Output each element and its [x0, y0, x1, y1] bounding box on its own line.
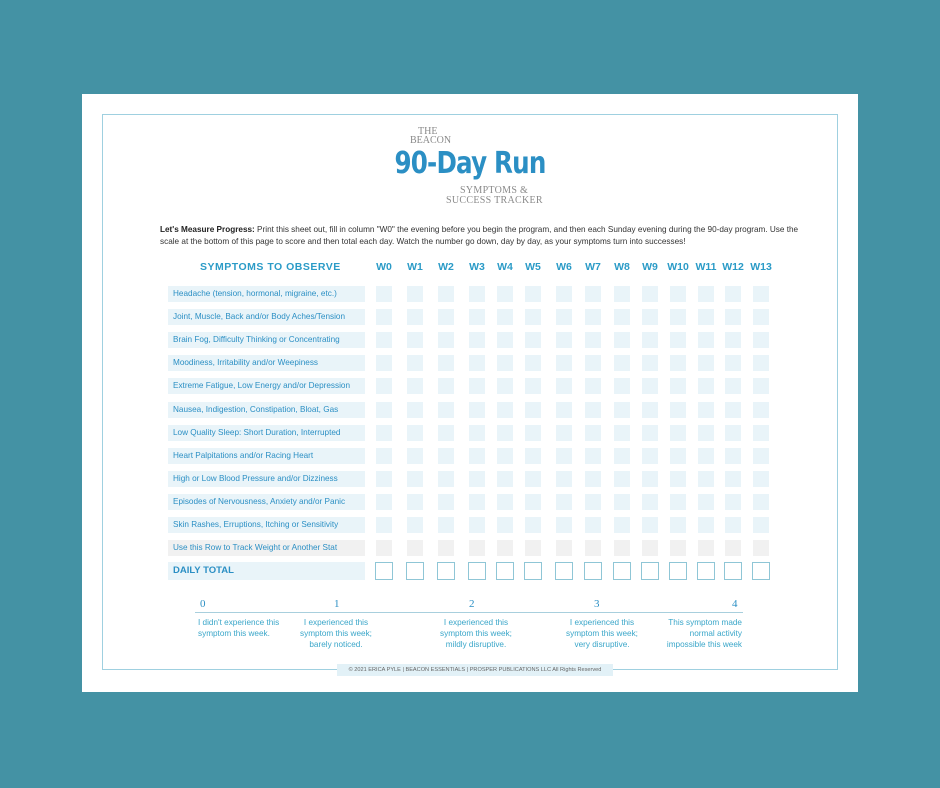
score-cell[interactable] — [585, 402, 601, 418]
symptom-label: Brain Fog, Difficulty Thinking or Concentrating — [168, 332, 365, 348]
score-cell[interactable] — [614, 309, 630, 325]
week-header-w7: W7 — [585, 261, 601, 273]
score-cell[interactable] — [753, 378, 769, 394]
score-cell[interactable] — [698, 402, 714, 418]
score-cell[interactable] — [753, 540, 769, 556]
total-cell[interactable] — [584, 562, 602, 580]
daily-total-label: DAILY TOTAL — [168, 562, 365, 580]
brand-line-2: BEACON — [410, 135, 452, 146]
score-cell[interactable] — [585, 471, 601, 487]
score-cell[interactable] — [556, 425, 572, 441]
score-cell[interactable] — [670, 286, 686, 302]
score-cell[interactable] — [698, 309, 714, 325]
score-cell[interactable] — [753, 286, 769, 302]
score-cell[interactable] — [376, 355, 392, 371]
score-cell[interactable] — [525, 309, 541, 325]
score-cell[interactable] — [642, 517, 658, 533]
score-cell[interactable] — [614, 471, 630, 487]
score-cell[interactable] — [497, 402, 513, 418]
score-cell[interactable] — [698, 425, 714, 441]
score-cell[interactable] — [670, 517, 686, 533]
score-cell[interactable] — [614, 494, 630, 510]
score-cell[interactable] — [642, 471, 658, 487]
score-cell[interactable] — [753, 309, 769, 325]
score-cell[interactable] — [725, 448, 741, 464]
week-header-w3: W3 — [469, 261, 485, 273]
total-cell[interactable] — [613, 562, 631, 580]
score-cell[interactable] — [525, 517, 541, 533]
score-cell[interactable] — [725, 517, 741, 533]
score-cell[interactable] — [407, 540, 423, 556]
total-cell[interactable] — [375, 562, 393, 580]
score-cell[interactable] — [438, 517, 454, 533]
score-cell[interactable] — [556, 332, 572, 348]
score-cell[interactable] — [585, 517, 601, 533]
score-cell[interactable] — [525, 425, 541, 441]
score-cell[interactable] — [585, 309, 601, 325]
score-cell[interactable] — [670, 448, 686, 464]
score-cell[interactable] — [614, 448, 630, 464]
score-cell[interactable] — [670, 402, 686, 418]
score-cell[interactable] — [753, 494, 769, 510]
score-cell[interactable] — [469, 286, 485, 302]
score-cell[interactable] — [525, 402, 541, 418]
score-cell[interactable] — [525, 332, 541, 348]
intro-lead: Let's Measure Progress: — [160, 225, 255, 234]
score-cell[interactable] — [753, 448, 769, 464]
copyright-footer: © 2021 ERICA PYLE | BEACON ESSENTIALS | PROSPER PUBLICATIONS LLC All Rights Reserved — [337, 664, 613, 676]
score-cell[interactable] — [585, 355, 601, 371]
score-cell[interactable] — [725, 286, 741, 302]
score-cell[interactable] — [497, 517, 513, 533]
score-cell[interactable] — [407, 517, 423, 533]
week-header-w12: W12 — [722, 261, 744, 273]
score-cell[interactable] — [614, 286, 630, 302]
score-cell[interactable] — [438, 540, 454, 556]
score-cell[interactable] — [753, 425, 769, 441]
score-cell[interactable] — [497, 471, 513, 487]
score-cell[interactable] — [438, 309, 454, 325]
symptom-label: Joint, Muscle, Back and/or Body Aches/Tension — [168, 309, 365, 325]
score-cell[interactable] — [407, 471, 423, 487]
score-cell[interactable] — [614, 332, 630, 348]
score-cell[interactable] — [497, 448, 513, 464]
score-cell[interactable] — [698, 448, 714, 464]
score-cell[interactable] — [438, 286, 454, 302]
score-cell[interactable] — [642, 448, 658, 464]
score-cell[interactable] — [698, 494, 714, 510]
score-cell[interactable] — [376, 378, 392, 394]
week-header-w4: W4 — [497, 261, 513, 273]
score-cell[interactable] — [753, 471, 769, 487]
week-header-w6: W6 — [556, 261, 572, 273]
week-header-w13: W13 — [750, 261, 772, 273]
score-cell[interactable] — [753, 517, 769, 533]
total-cell[interactable] — [468, 562, 486, 580]
score-cell[interactable] — [438, 402, 454, 418]
score-cell[interactable] — [469, 471, 485, 487]
symptom-label: Episodes of Nervousness, Anxiety and/or Panic — [168, 494, 365, 510]
score-cell[interactable] — [614, 402, 630, 418]
score-cell[interactable] — [642, 425, 658, 441]
score-cell[interactable] — [670, 309, 686, 325]
score-cell[interactable] — [642, 309, 658, 325]
page-title: 90-Day Run — [394, 146, 546, 181]
score-cell[interactable] — [556, 517, 572, 533]
score-cell[interactable] — [725, 540, 741, 556]
score-cell[interactable] — [698, 540, 714, 556]
score-cell[interactable] — [469, 517, 485, 533]
score-cell[interactable] — [407, 402, 423, 418]
score-cell[interactable] — [407, 332, 423, 348]
score-cell[interactable] — [670, 355, 686, 371]
scale-description: I didn't experience this symptom this week. — [198, 618, 280, 638]
score-cell[interactable] — [438, 378, 454, 394]
score-cell[interactable] — [614, 540, 630, 556]
score-cell[interactable] — [670, 378, 686, 394]
score-cell[interactable] — [525, 494, 541, 510]
score-cell[interactable] — [585, 540, 601, 556]
score-cell[interactable] — [376, 309, 392, 325]
score-cell[interactable] — [556, 402, 572, 418]
score-cell[interactable] — [585, 378, 601, 394]
scale-value: 4 — [732, 598, 738, 610]
score-cell[interactable] — [469, 378, 485, 394]
score-cell[interactable] — [670, 540, 686, 556]
score-cell[interactable] — [642, 494, 658, 510]
score-cell[interactable] — [407, 494, 423, 510]
score-cell[interactable] — [525, 355, 541, 371]
score-cell[interactable] — [497, 309, 513, 325]
scale-value: 1 — [334, 598, 340, 610]
score-cell[interactable] — [614, 517, 630, 533]
score-cell[interactable] — [376, 540, 392, 556]
score-cell[interactable] — [614, 425, 630, 441]
total-cell[interactable] — [496, 562, 514, 580]
score-cell[interactable] — [376, 402, 392, 418]
week-header-w1: W1 — [407, 261, 423, 273]
score-cell[interactable] — [725, 332, 741, 348]
scale-value: 0 — [200, 598, 206, 610]
score-cell[interactable] — [497, 378, 513, 394]
score-cell[interactable] — [725, 471, 741, 487]
score-cell[interactable] — [438, 494, 454, 510]
score-cell[interactable] — [407, 309, 423, 325]
score-cell[interactable] — [642, 540, 658, 556]
score-cell[interactable] — [497, 540, 513, 556]
scale-description: This symptom made normal activity impossible this week — [666, 618, 742, 649]
score-cell[interactable] — [556, 309, 572, 325]
scale-description: I experienced this symptom this week; mildly disruptive. — [440, 618, 512, 649]
symptom-label: Skin Rashes, Erruptions, Itching or Sensitivity — [168, 517, 365, 533]
score-cell[interactable] — [642, 355, 658, 371]
score-cell[interactable] — [725, 355, 741, 371]
score-cell[interactable] — [525, 378, 541, 394]
score-cell[interactable] — [376, 425, 392, 441]
score-cell[interactable] — [670, 471, 686, 487]
score-cell[interactable] — [698, 471, 714, 487]
score-cell[interactable] — [642, 286, 658, 302]
score-cell[interactable] — [438, 332, 454, 348]
week-header-w5: W5 — [525, 261, 541, 273]
week-header-w9: W9 — [642, 261, 658, 273]
score-cell[interactable] — [670, 425, 686, 441]
score-cell[interactable] — [753, 355, 769, 371]
subtitle-line-1: SYMPTOMS & — [460, 185, 529, 196]
page-subtitle — [446, 186, 543, 206]
score-cell[interactable] — [725, 309, 741, 325]
score-cell[interactable] — [376, 471, 392, 487]
score-cell[interactable] — [407, 378, 423, 394]
score-cell[interactable] — [438, 448, 454, 464]
score-cell[interactable] — [642, 402, 658, 418]
score-cell[interactable] — [585, 332, 601, 348]
score-cell[interactable] — [525, 448, 541, 464]
score-cell[interactable] — [556, 471, 572, 487]
total-cell[interactable] — [641, 562, 659, 580]
score-cell[interactable] — [585, 286, 601, 302]
score-cell[interactable] — [469, 425, 485, 441]
score-cell[interactable] — [556, 494, 572, 510]
total-cell[interactable] — [437, 562, 455, 580]
score-cell[interactable] — [698, 355, 714, 371]
total-cell[interactable] — [555, 562, 573, 580]
week-header-w0: W0 — [376, 261, 392, 273]
intro-paragraph — [160, 224, 800, 248]
total-cell[interactable] — [669, 562, 687, 580]
scale-value: 3 — [594, 598, 600, 610]
score-cell[interactable] — [556, 540, 572, 556]
score-cell[interactable] — [642, 332, 658, 348]
brand-line-1: THE — [418, 126, 438, 137]
symptom-label: Extreme Fatigue, Low Energy and/or Depression — [168, 378, 365, 394]
subtitle-line-2: SUCCESS TRACKER — [446, 195, 543, 206]
score-cell[interactable] — [497, 332, 513, 348]
scale-description: I experienced this symptom this week; very disruptive. — [566, 618, 638, 649]
scale-description: I experienced this symptom this week; barely noticed. — [300, 618, 372, 649]
score-cell[interactable] — [585, 494, 601, 510]
score-cell[interactable] — [698, 332, 714, 348]
total-cell[interactable] — [406, 562, 424, 580]
total-cell[interactable] — [724, 562, 742, 580]
scale-line — [195, 612, 743, 613]
score-cell[interactable] — [670, 494, 686, 510]
score-cell[interactable] — [497, 425, 513, 441]
score-cell[interactable] — [376, 286, 392, 302]
intro-text: Print this sheet out, fill in column "W0" the evening before you begin the program, and then each Sunday evening during the 90-day program. Use the scale at the bottom of this page to score and then total each day. Watch the number go down, day by day, as your symptoms turn into successes! — [160, 225, 799, 246]
score-cell[interactable] — [585, 425, 601, 441]
week-header-w2: W2 — [438, 261, 454, 273]
score-cell[interactable] — [407, 355, 423, 371]
score-cell[interactable] — [725, 425, 741, 441]
score-cell[interactable] — [585, 448, 601, 464]
score-cell[interactable] — [670, 332, 686, 348]
score-cell[interactable] — [469, 540, 485, 556]
week-header-w11: W11 — [695, 261, 717, 273]
symptom-label: High or Low Blood Pressure and/or Dizziness — [168, 471, 365, 487]
score-cell[interactable] — [725, 494, 741, 510]
score-cell[interactable] — [698, 517, 714, 533]
score-cell[interactable] — [556, 355, 572, 371]
score-cell[interactable] — [614, 378, 630, 394]
score-cell[interactable] — [469, 309, 485, 325]
symptoms-header: SYMPTOMS TO OBSERVE — [200, 261, 341, 273]
symptom-label: Low Quality Sleep: Short Duration, Interrupted — [168, 425, 365, 441]
score-cell[interactable] — [525, 540, 541, 556]
score-cell[interactable] — [407, 286, 423, 302]
score-cell[interactable] — [525, 471, 541, 487]
score-cell[interactable] — [753, 402, 769, 418]
score-cell[interactable] — [469, 448, 485, 464]
score-cell[interactable] — [407, 425, 423, 441]
score-cell[interactable] — [438, 355, 454, 371]
symptom-label: Heart Palpitations and/or Racing Heart — [168, 448, 365, 464]
score-cell[interactable] — [469, 494, 485, 510]
score-cell[interactable] — [376, 517, 392, 533]
total-cell[interactable] — [752, 562, 770, 580]
score-cell[interactable] — [642, 378, 658, 394]
score-cell[interactable] — [407, 448, 423, 464]
score-cell[interactable] — [438, 425, 454, 441]
score-cell[interactable] — [469, 332, 485, 348]
symptom-label: Use this Row to Track Weight or Another Stat — [168, 540, 365, 556]
symptom-label: Nausea, Indigestion, Constipation, Bloat, Gas — [168, 402, 365, 418]
score-cell[interactable] — [469, 402, 485, 418]
score-cell[interactable] — [753, 332, 769, 348]
score-cell[interactable] — [376, 332, 392, 348]
score-cell[interactable] — [725, 378, 741, 394]
score-cell[interactable] — [556, 378, 572, 394]
week-header-w10: W10 — [667, 261, 689, 273]
score-cell[interactable] — [556, 448, 572, 464]
score-cell[interactable] — [497, 286, 513, 302]
symptom-label: Headache (tension, hormonal, migraine, etc.) — [168, 286, 365, 302]
score-cell[interactable] — [376, 448, 392, 464]
score-cell[interactable] — [614, 355, 630, 371]
scale-value: 2 — [469, 598, 475, 610]
score-cell[interactable] — [525, 286, 541, 302]
total-cell[interactable] — [697, 562, 715, 580]
score-cell[interactable] — [497, 494, 513, 510]
symptom-label: Moodiness, Irritability and/or Weepiness — [168, 355, 365, 371]
score-cell[interactable] — [698, 286, 714, 302]
score-cell[interactable] — [725, 402, 741, 418]
score-cell[interactable] — [556, 286, 572, 302]
score-cell[interactable] — [469, 355, 485, 371]
score-cell[interactable] — [438, 471, 454, 487]
week-header-w8: W8 — [614, 261, 630, 273]
score-cell[interactable] — [497, 355, 513, 371]
score-cell[interactable] — [376, 494, 392, 510]
score-cell[interactable] — [698, 378, 714, 394]
total-cell[interactable] — [524, 562, 542, 580]
